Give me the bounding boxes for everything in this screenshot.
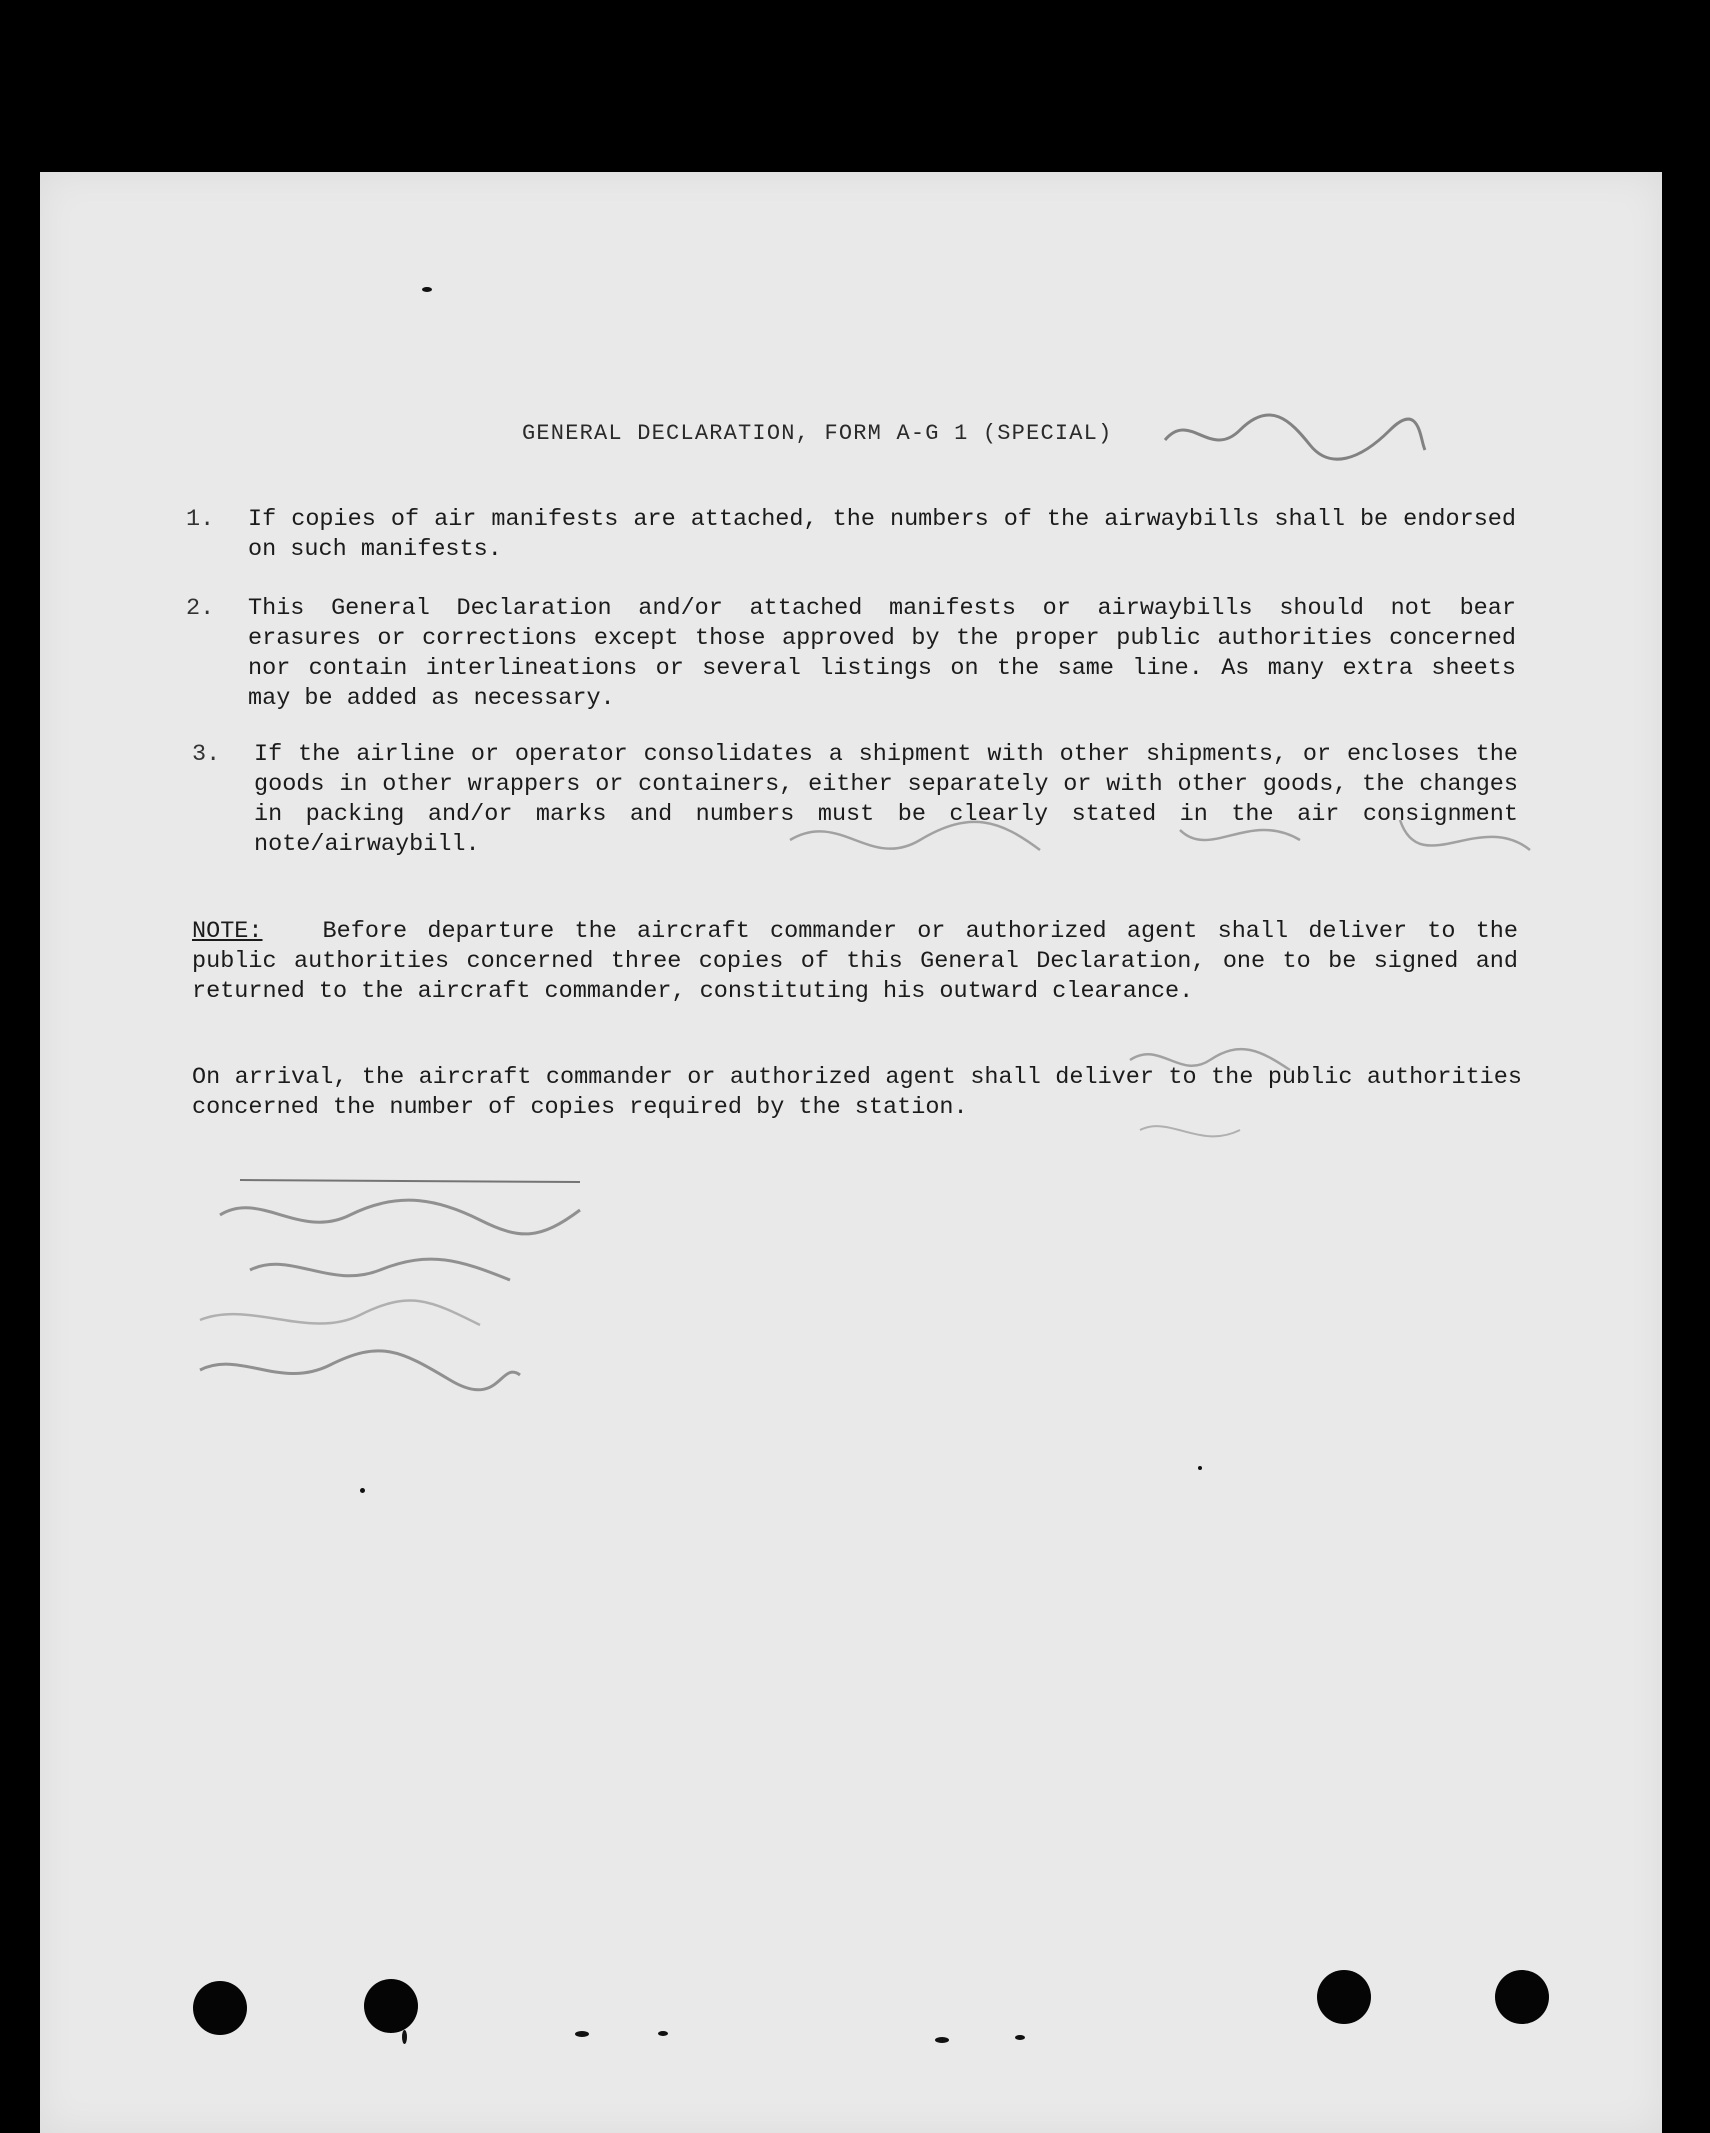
note-text: Before departure the aircraft commander or authorized agent shall deliver to the public authorities concerned three copies of this General Declaration, one to be signed and returned to the aircraft commander, constituting his outward clearance.	[192, 918, 1518, 1005]
instruction-item-1	[186, 505, 1516, 565]
note-label: NOTE:	[192, 918, 263, 945]
item-number: 1.	[186, 506, 215, 533]
note-paragraph	[192, 917, 1518, 1007]
handwritten-scribble-top-right	[1160, 400, 1430, 480]
punch-hole	[1495, 1970, 1549, 2024]
scan-speck	[575, 2031, 589, 2037]
scan-speck	[935, 2037, 949, 2043]
item-text: If the airline or operator consolidates a shipment with other shipments, or encloses the goods in other wrappers or containers, either separately or with other goods, the changes in packing and/or marks and numbers must be clearly stated in the air consignment note/airwaybill.	[254, 741, 1518, 858]
instruction-item-2	[186, 594, 1516, 714]
handwritten-scribble-middle	[780, 800, 1540, 890]
arrival-paragraph: On arrival, the aircraft commander or authorized agent shall deliver to the public authorities concerned the number of copies required by the station.	[192, 1064, 1522, 1121]
scan-speck	[1198, 1466, 1202, 1470]
handwritten-scribble-lower-left	[180, 1120, 600, 1430]
item-number: 3.	[192, 741, 221, 768]
scan-speck	[658, 2031, 668, 2036]
scan-speck	[360, 1488, 365, 1493]
punch-hole	[364, 1979, 418, 2033]
scan-speck	[1015, 2035, 1025, 2040]
item-number: 2.	[186, 595, 215, 622]
punch-hole	[193, 1981, 247, 2035]
punch-hole	[1317, 1970, 1371, 2024]
scan-speck	[402, 2030, 407, 2044]
scan-speck	[422, 287, 432, 292]
item-text: This General Declaration and/or attached manifests or airwaybills should not bear erasures or corrections except those approved by the proper public authorities concerned nor contain interlineations or several listings on the same line. As many extra sheets may be added as necessary.	[248, 595, 1516, 712]
handwritten-scribble-right	[1120, 1030, 1320, 1160]
item-text: If copies of air manifests are attached, the numbers of the airwaybills shall be endorsed on such manifests.	[248, 506, 1516, 563]
document-title: GENERAL DECLARATION, FORM A-G 1 (SPECIAL)	[522, 421, 1113, 446]
